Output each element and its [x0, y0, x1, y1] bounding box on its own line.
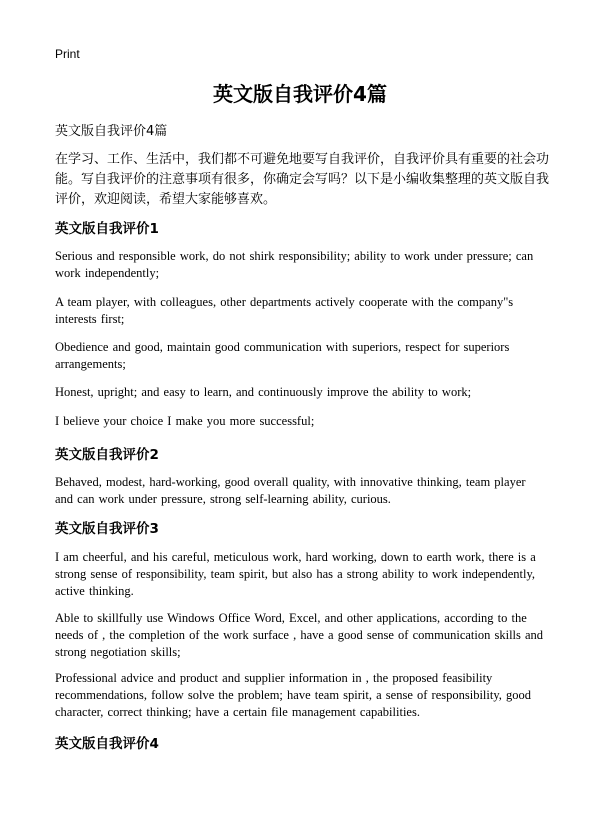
section-heading-4: 英文版自我评价4 [55, 736, 159, 752]
section-1-paragraph-2: A team player, with colleagues, other departments actively cooperate with the company"s interests first; [55, 295, 514, 326]
section-3-paragraph-2: Able to skillfully use Windows Office Word, Excel, and other applications, according to the needs of , the completion of the work surface , have a good sense of communication skills and strong negotiation skills; [55, 611, 544, 659]
document-subtitle: 英文版自我评价4篇 [55, 124, 168, 139]
section-2-paragraph-1: Behaved, modest, hard-working, good overall quality, with innovative thinking, team player and can work under pressure, strong self-learning ability, curious. [55, 475, 526, 506]
intro-paragraph: 在学习、工作、生活中，我们都不可避免地要写自我评价，自我评价具有重要的社会功能。写自我评价的注意事项有很多，你确定会写吗？以下是小编收集整理的英文版自我评价，欢迎阅读，希望大家能够喜欢。 [55, 152, 550, 207]
section-heading-2: 英文版自我评价2 [55, 447, 159, 463]
page-title: 英文版自我评价4篇 [213, 82, 387, 106]
section-1-paragraph-1: Serious and responsible work, do not shirk responsibility; ability to work under pressure; can work independently; [55, 249, 534, 280]
section-heading-3: 英文版自我评价3 [55, 521, 159, 537]
section-heading-1: 英文版自我评价1 [55, 221, 159, 237]
section-3-paragraph-3: Professional advice and product and supplier information in , the proposed feasibility recommendations, follow solve the problem; have team spirit, a sense of responsibility, good character, correct thinking; have a certain file management capabilities. [55, 671, 532, 719]
section-3-paragraph-1: I am cheerful, and his careful, meticulous work, hard working, down to earth work, there is a strong sense of responsibility, team spirit, but also has a strong ability to work independently, active thinking. [55, 550, 536, 598]
print-link[interactable]: Print [55, 47, 80, 61]
section-1-paragraph-3: Obedience and good, maintain good communication with superiors, respect for superiors arrangements; [55, 340, 510, 371]
section-1-paragraph-5: I believe your choice I make you more successful; [55, 414, 315, 428]
section-1-paragraph-4: Honest, upright; and easy to learn, and continuously improve the ability to work; [55, 385, 472, 399]
